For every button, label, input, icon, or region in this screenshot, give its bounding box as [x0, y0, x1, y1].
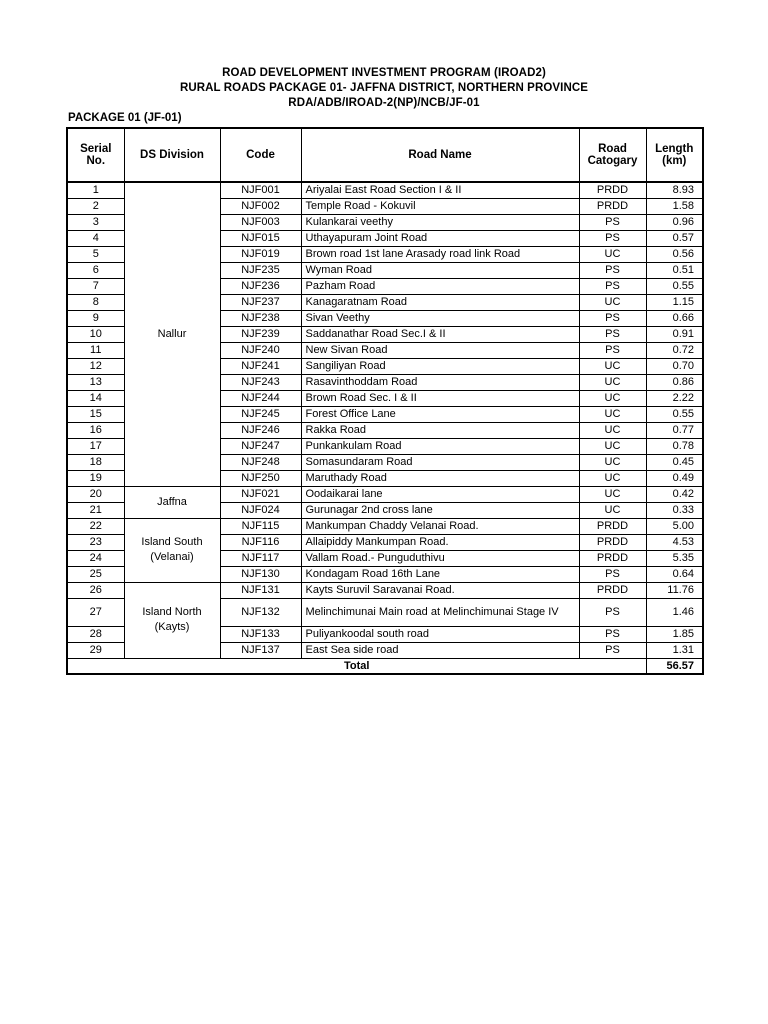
length-cell: 0.72 — [646, 342, 703, 358]
road-name-cell: Pazham Road — [301, 278, 579, 294]
col-header-road-name: Road Name — [301, 128, 579, 182]
serial-cell: 14 — [67, 390, 124, 406]
table-row — [67, 182, 703, 198]
road-name-cell: Kanagaratnam Road — [301, 294, 579, 310]
length-cell: 11.76 — [646, 582, 703, 598]
category-cell: PS — [579, 342, 646, 358]
length-cell: 1.31 — [646, 642, 703, 658]
road-name-cell: Forest Office Lane — [301, 406, 579, 422]
division-cell: Island South (Velanai) — [124, 518, 220, 582]
category-cell: UC — [579, 502, 646, 518]
code-cell: NJF246 — [220, 422, 301, 438]
serial-cell: 8 — [67, 294, 124, 310]
category-cell: UC — [579, 246, 646, 262]
category-cell: UC — [579, 486, 646, 502]
road-name-cell: Sangiliyan Road — [301, 358, 579, 374]
table-row — [67, 518, 703, 534]
serial-cell: 23 — [67, 534, 124, 550]
length-cell: 0.64 — [646, 566, 703, 582]
category-cell: PS — [579, 230, 646, 246]
serial-cell: 13 — [67, 374, 124, 390]
category-cell: PS — [579, 326, 646, 342]
road-name-cell: Sivan Veethy — [301, 310, 579, 326]
road-name-cell: Brown road 1st lane Arasady road link Road — [301, 246, 579, 262]
road-name-cell: Vallam Road.- Punguduthivu — [301, 550, 579, 566]
package-label: PACKAGE 01 (JF-01) — [68, 112, 182, 124]
code-cell: NJF236 — [220, 278, 301, 294]
serial-cell: 25 — [67, 566, 124, 582]
code-cell: NJF240 — [220, 342, 301, 358]
serial-cell: 24 — [67, 550, 124, 566]
serial-cell: 1 — [67, 182, 124, 198]
length-cell: 0.55 — [646, 278, 703, 294]
length-cell: 0.45 — [646, 454, 703, 470]
division-cell: Jaffna — [124, 486, 220, 518]
code-cell: NJF245 — [220, 406, 301, 422]
category-cell: PRDD — [579, 534, 646, 550]
category-cell: PS — [579, 310, 646, 326]
serial-cell: 27 — [67, 598, 124, 626]
code-cell: NJF132 — [220, 598, 301, 626]
division-cell: Island North (Kayts) — [124, 582, 220, 658]
code-cell: NJF002 — [220, 198, 301, 214]
category-cell: UC — [579, 374, 646, 390]
total-row — [67, 658, 703, 674]
length-cell: 0.49 — [646, 470, 703, 486]
category-cell: PRDD — [579, 518, 646, 534]
serial-cell: 12 — [67, 358, 124, 374]
road-name-cell: Uthayapuram Joint Road — [301, 230, 579, 246]
road-name-cell: Kondagam Road 16th Lane — [301, 566, 579, 582]
category-cell: PRDD — [579, 550, 646, 566]
road-name-cell: Brown Road Sec. I & II — [301, 390, 579, 406]
serial-cell: 26 — [67, 582, 124, 598]
code-cell: NJF247 — [220, 438, 301, 454]
col-header-category: Road Catogary — [579, 128, 646, 182]
code-cell: NJF237 — [220, 294, 301, 310]
length-cell: 0.33 — [646, 502, 703, 518]
serial-cell: 18 — [67, 454, 124, 470]
road-name-cell: Ariyalai East Road Section I & II — [301, 182, 579, 198]
category-cell: PS — [579, 566, 646, 582]
category-cell: PS — [579, 214, 646, 230]
length-cell: 0.66 — [646, 310, 703, 326]
table-header-row — [67, 128, 703, 182]
road-name-cell: Rasavinthoddam Road — [301, 374, 579, 390]
length-cell: 4.53 — [646, 534, 703, 550]
road-name-cell: Melinchimunai Main road at Melinchimunai Stage IV — [301, 598, 579, 626]
length-cell: 0.77 — [646, 422, 703, 438]
category-cell: UC — [579, 390, 646, 406]
code-cell: NJF239 — [220, 326, 301, 342]
code-cell: NJF248 — [220, 454, 301, 470]
road-name-cell: Saddanathar Road Sec.I & II — [301, 326, 579, 342]
code-cell: NJF115 — [220, 518, 301, 534]
col-header-code: Code — [220, 128, 301, 182]
serial-cell: 28 — [67, 626, 124, 642]
document-subtitle: RURAL ROADS PACKAGE 01- JAFFNA DISTRICT, NORTHERN PROVINCE — [179, 82, 589, 94]
code-cell: NJF024 — [220, 502, 301, 518]
serial-cell: 29 — [67, 642, 124, 658]
length-cell: 0.56 — [646, 246, 703, 262]
code-cell: NJF019 — [220, 246, 301, 262]
serial-cell: 11 — [67, 342, 124, 358]
table-body — [67, 182, 703, 674]
serial-cell: 22 — [67, 518, 124, 534]
road-name-cell: Allaipiddy Mankumpan Road. — [301, 534, 579, 550]
length-cell: 0.55 — [646, 406, 703, 422]
category-cell: PS — [579, 626, 646, 642]
category-cell: UC — [579, 438, 646, 454]
road-name-cell: Temple Road - Kokuvil — [301, 198, 579, 214]
serial-cell: 16 — [67, 422, 124, 438]
length-cell: 0.78 — [646, 438, 703, 454]
length-cell: 5.00 — [646, 518, 703, 534]
serial-cell: 21 — [67, 502, 124, 518]
length-cell: 1.15 — [646, 294, 703, 310]
category-cell: UC — [579, 470, 646, 486]
total-value: 56.57 — [646, 658, 703, 674]
serial-cell: 2 — [67, 198, 124, 214]
length-cell: 0.96 — [646, 214, 703, 230]
document-title: ROAD DEVELOPMENT INVESTMENT PROGRAM (IROAD2) — [222, 67, 546, 79]
code-cell: NJF021 — [220, 486, 301, 502]
code-cell: NJF003 — [220, 214, 301, 230]
serial-cell: 20 — [67, 486, 124, 502]
code-cell: NJF001 — [220, 182, 301, 198]
length-cell: 2.22 — [646, 390, 703, 406]
length-cell: 0.91 — [646, 326, 703, 342]
category-cell: UC — [579, 294, 646, 310]
code-cell: NJF116 — [220, 534, 301, 550]
document-reference: RDA/ADB/IROAD-2(NP)/NCB/JF-01 — [288, 97, 480, 109]
serial-cell: 5 — [67, 246, 124, 262]
road-name-cell: Maruthady Road — [301, 470, 579, 486]
road-name-cell: Gurunagar 2nd cross lane — [301, 502, 579, 518]
category-cell: PS — [579, 262, 646, 278]
roads-table — [66, 127, 704, 675]
col-header-length: Length (km) — [646, 128, 703, 182]
category-cell: UC — [579, 406, 646, 422]
category-cell: UC — [579, 422, 646, 438]
serial-cell: 3 — [67, 214, 124, 230]
road-name-cell: East Sea side road — [301, 642, 579, 658]
category-cell: PRDD — [579, 198, 646, 214]
col-header-serial: Serial No. — [67, 128, 124, 182]
category-cell: PS — [579, 278, 646, 294]
code-cell: NJF137 — [220, 642, 301, 658]
category-cell: PRDD — [579, 182, 646, 198]
road-name-cell: Kulankarai veethy — [301, 214, 579, 230]
length-cell: 8.93 — [646, 182, 703, 198]
code-cell: NJF244 — [220, 390, 301, 406]
serial-cell: 10 — [67, 326, 124, 342]
total-label: Total — [67, 658, 646, 674]
division-cell: Nallur — [124, 182, 220, 486]
serial-cell: 6 — [67, 262, 124, 278]
category-cell: UC — [579, 358, 646, 374]
serial-cell: 9 — [67, 310, 124, 326]
length-cell: 5.35 — [646, 550, 703, 566]
serial-cell: 17 — [67, 438, 124, 454]
code-cell: NJF015 — [220, 230, 301, 246]
code-cell: NJF250 — [220, 470, 301, 486]
table-row — [67, 582, 703, 598]
code-cell: NJF243 — [220, 374, 301, 390]
table-row — [67, 486, 703, 502]
col-header-division: DS Division — [124, 128, 220, 182]
serial-cell: 4 — [67, 230, 124, 246]
road-name-cell: Wyman Road — [301, 262, 579, 278]
length-cell: 0.42 — [646, 486, 703, 502]
code-cell: NJF131 — [220, 582, 301, 598]
code-cell: NJF117 — [220, 550, 301, 566]
length-cell: 1.58 — [646, 198, 703, 214]
category-cell: PS — [579, 642, 646, 658]
length-cell: 0.51 — [646, 262, 703, 278]
road-name-cell: New Sivan Road — [301, 342, 579, 358]
serial-cell: 19 — [67, 470, 124, 486]
code-cell: NJF133 — [220, 626, 301, 642]
length-cell: 0.70 — [646, 358, 703, 374]
code-cell: NJF241 — [220, 358, 301, 374]
length-cell: 0.57 — [646, 230, 703, 246]
road-name-cell: Somasundaram Road — [301, 454, 579, 470]
road-name-cell: Mankumpan Chaddy Velanai Road. — [301, 518, 579, 534]
road-name-cell: Punkankulam Road — [301, 438, 579, 454]
code-cell: NJF130 — [220, 566, 301, 582]
serial-cell: 15 — [67, 406, 124, 422]
length-cell: 1.46 — [646, 598, 703, 626]
category-cell: PRDD — [579, 582, 646, 598]
category-cell: UC — [579, 454, 646, 470]
category-cell: PS — [579, 598, 646, 626]
serial-cell: 7 — [67, 278, 124, 294]
road-name-cell: Rakka Road — [301, 422, 579, 438]
road-name-cell: Kayts Suruvil Saravanai Road. — [301, 582, 579, 598]
length-cell: 1.85 — [646, 626, 703, 642]
code-cell: NJF238 — [220, 310, 301, 326]
road-name-cell: Oodaikarai lane — [301, 486, 579, 502]
code-cell: NJF235 — [220, 262, 301, 278]
road-name-cell: Puliyankoodal south road — [301, 626, 579, 642]
length-cell: 0.86 — [646, 374, 703, 390]
